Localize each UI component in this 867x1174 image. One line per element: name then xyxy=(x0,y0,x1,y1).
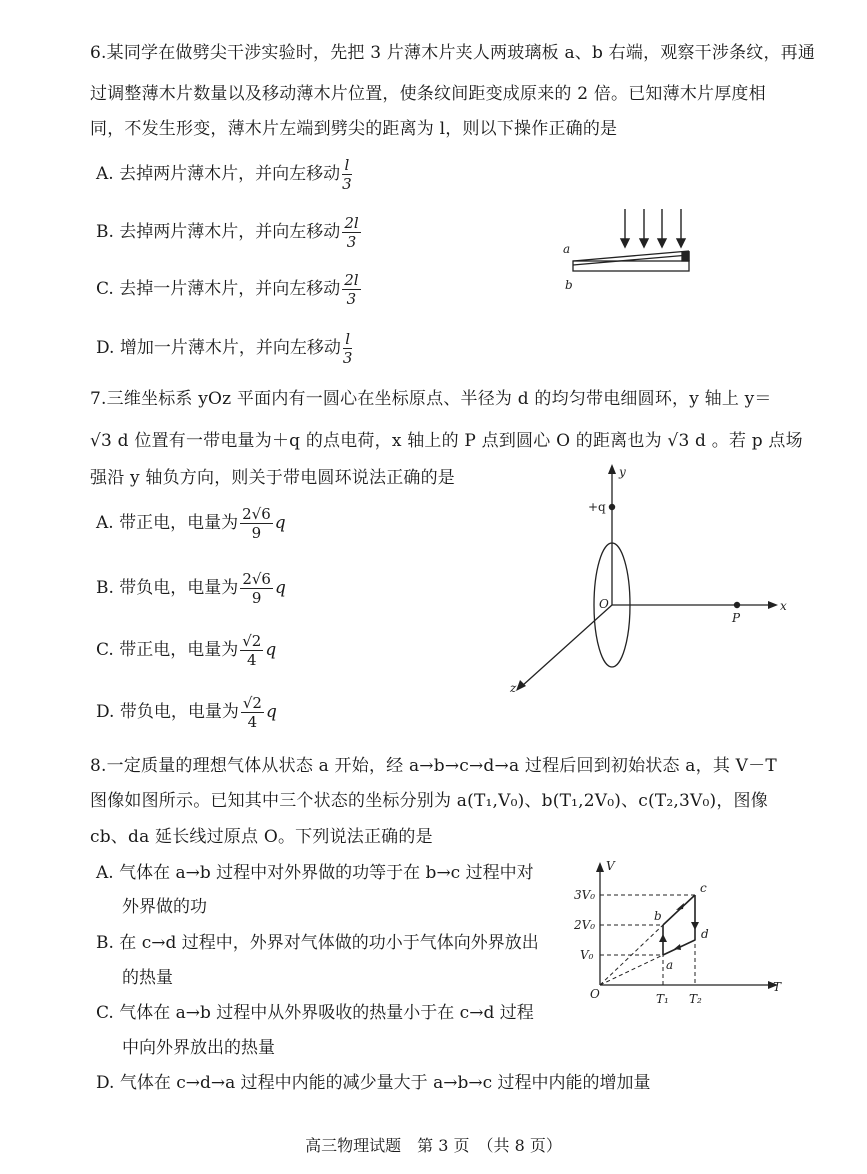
q6-wedge-figure xyxy=(560,205,700,295)
q7-label-charge: +q xyxy=(588,500,606,514)
q8-option-d: D. 气体在 c→d→a 过程中内能的减少量大于 a→b→c 过程中内能的增加量 xyxy=(96,1073,651,1093)
q7-option-d: D. 带负电，电量为 $\frac{√2}{4}$ q xyxy=(96,694,277,731)
q7-stem-line3: 强沿 y 轴负方向，则关于带电圆环说法正确的是 xyxy=(90,468,456,488)
q8-tick-v0: V₀ xyxy=(580,948,594,962)
q6-option-b: B. 去掉两片薄木片，并向左移动 $\frac{2l}{3}$ xyxy=(96,214,359,251)
q6-option-d: D. 增加一片薄木片，并向左移动 $\frac{l}{3}$ xyxy=(96,330,353,367)
q8-origin: O xyxy=(590,987,600,1001)
q8-stem-line3: cb、da 延长线过原点 O。下列说法正确的是 xyxy=(90,827,433,847)
q8-option-c-line2: 中向外界放出的热量 xyxy=(122,1038,275,1058)
q6-label-a: a xyxy=(563,242,571,256)
q6-stem-line2: 过调整薄木片数量以及移动薄木片位置，使条纹间距变成原来的 2 倍。已知薄木片厚度相 xyxy=(90,84,766,104)
q8-stem-line1: 8.一定质量的理想气体从状态 a 开始，经 a→b→c→d→a 过程后回到初始状态 a，其 V－T xyxy=(90,756,777,776)
q8-tick-t2: T₂ xyxy=(689,992,702,1006)
q7-label-y: y xyxy=(619,465,626,479)
q8-tick-t1: T₁ xyxy=(656,992,669,1006)
q8-option-b-line2: 的热量 xyxy=(122,968,173,988)
q7-label-z: z xyxy=(510,681,517,695)
q7-option-c: C. 带正电，电量为 $\frac{√2}{4}$ q xyxy=(96,632,277,669)
q6-option-a: A. 去掉两片薄木片，并向左移动 $\frac{l}{3}$ xyxy=(96,156,352,193)
q8-tick-3v0: 3V₀ xyxy=(574,888,596,902)
q8-point-a: a xyxy=(666,958,674,972)
q8-point-b: b xyxy=(654,909,662,923)
q6-label-b: b xyxy=(565,278,573,292)
q7-label-p: P xyxy=(732,611,741,625)
q7-option-a: A. 带正电，电量为 $\frac{2√6}{9}$ q xyxy=(96,505,286,542)
q8-option-a-line1: A. 气体在 a→b 过程中对外界做的功等于在 b→c 过程中对 xyxy=(96,863,534,883)
q8-point-c: c xyxy=(700,881,707,895)
q8-axis-v: V xyxy=(606,859,615,873)
q7-label-origin: O xyxy=(599,597,609,611)
q8-point-d: d xyxy=(701,927,709,941)
q8-vt-graph xyxy=(570,860,790,1010)
q6-option-c: C. 去掉一片薄木片，并向左移动 $\frac{2l}{3}$ xyxy=(96,271,359,308)
q7-coordinate-figure xyxy=(500,460,800,700)
q7-label-x: x xyxy=(780,599,787,613)
q6-stem-line3: 同，不发生形变，薄木片左端到劈尖的距离为 l，则以下操作正确的是 xyxy=(90,119,618,139)
q8-option-b-line1: B. 在 c→d 过程中，外界对气体做的功小于气体向外界放出 xyxy=(96,933,539,953)
q8-tick-2v0: 2V₀ xyxy=(574,918,596,932)
q7-option-b: B. 带负电，电量为 $\frac{2√6}{9}$ q xyxy=(96,570,286,607)
q7-stem-line2: √3 d 位置有一带电量为＋q 的点电荷，x 轴上的 P 点到圆心 O 的距离也为 √3 d 。若 p 点场 xyxy=(90,431,803,451)
q8-stem-line2: 图像如图所示。已知其中三个状态的坐标分别为 a(T₁,V₀)、b(T₁,2V₀)、c(T₂,3V₀)，图像 xyxy=(90,791,768,811)
q8-axis-t: T xyxy=(773,980,782,994)
q7-stem-line1: 7.三维坐标系 yOz 平面内有一圆心在坐标原点、半径为 d 的均匀带电细圆环，y 轴上 y＝ xyxy=(90,389,772,409)
q8-option-c-line1: C. 气体在 a→b 过程中从外界吸收的热量小于在 c→d 过程 xyxy=(96,1003,534,1023)
page-footer: 高三物理试题 第 3 页 （共 8 页） xyxy=(305,1136,562,1155)
q6-stem-line1: 6.某同学在做劈尖干涉实验时，先把 3 片薄木片夹人两玻璃板 a、b 右端，观察干涉条纹，再通 xyxy=(90,43,816,63)
q8-option-a-line2: 外界做的功 xyxy=(122,897,207,917)
